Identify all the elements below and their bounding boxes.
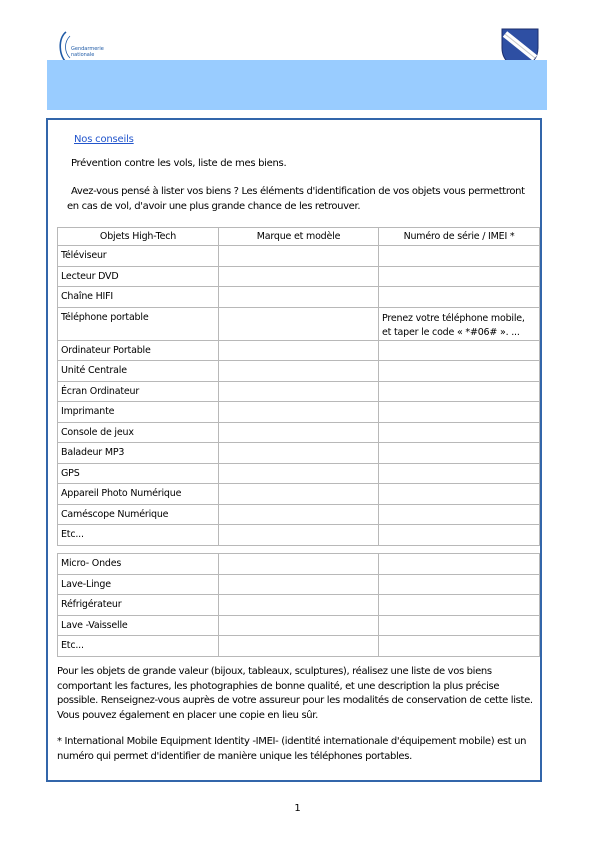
- table-row: [58, 484, 540, 505]
- brand-model-cell[interactable]: [219, 266, 379, 287]
- table-row: [58, 636, 540, 657]
- table-row: [58, 402, 540, 423]
- table-row: [58, 266, 540, 287]
- brand-model-cell[interactable]: [219, 287, 379, 308]
- header-brand-model: Marque et modèle: [219, 228, 379, 246]
- brand-model-cell[interactable]: [219, 340, 379, 361]
- item-name: Caméscope Numérique: [58, 504, 219, 525]
- item-name: Baladeur MP3: [58, 443, 219, 464]
- item-name: Etc...: [58, 636, 219, 657]
- serial-cell[interactable]: [379, 615, 540, 636]
- table-row: [58, 443, 540, 464]
- header-objects: Objets High-Tech: [58, 228, 219, 246]
- table-row: [58, 340, 540, 361]
- serial-cell[interactable]: [379, 443, 540, 464]
- serial-cell[interactable]: [379, 381, 540, 402]
- item-name: Ordinateur Portable: [58, 340, 219, 361]
- brand-model-cell[interactable]: [219, 615, 379, 636]
- intro-title: Prévention contre les vols, liste de mes biens.: [71, 158, 287, 169]
- item-name: Lecteur DVD: [58, 266, 219, 287]
- table-row: [58, 595, 540, 616]
- serial-cell[interactable]: [379, 287, 540, 308]
- brand-model-cell[interactable]: [219, 525, 379, 546]
- serial-cell[interactable]: [379, 484, 540, 505]
- item-name: Etc...: [58, 525, 219, 546]
- serial-cell[interactable]: [379, 504, 540, 525]
- brand-model-cell[interactable]: [219, 307, 379, 340]
- serial-cell[interactable]: [379, 463, 540, 484]
- table-row: [58, 615, 540, 636]
- imei-footnote: * International Mobile Equipment Identity -IMEI- (identité internationale d'équipement mobile) est un numéro qui permet d'identifier de manière unique les téléphones portables.: [57, 736, 527, 762]
- nos-conseils-link[interactable]: Nos conseils: [74, 134, 134, 145]
- serial-cell[interactable]: [379, 361, 540, 382]
- serial-cell[interactable]: [379, 636, 540, 657]
- header-serial-imei: Numéro de série / IMEI *: [379, 228, 540, 246]
- serial-cell[interactable]: [379, 422, 540, 443]
- logo-text: [71, 46, 104, 58]
- table-row: [58, 381, 540, 402]
- item-name: Imprimante: [58, 402, 219, 423]
- intro-text: Avez-vous pensé à lister vos biens ? Les éléments d'identification de vos objets vous permettront en cas de vol, d'avoir une plus grande chance de les retrouver.: [67, 186, 525, 212]
- brand-model-cell[interactable]: [219, 574, 379, 595]
- brand-model-cell[interactable]: [219, 463, 379, 484]
- header-banner: [47, 60, 547, 110]
- table-row: [58, 287, 540, 308]
- brand-model-cell[interactable]: [219, 636, 379, 657]
- brand-model-cell[interactable]: [219, 381, 379, 402]
- item-name: Téléphone portable: [58, 307, 219, 340]
- table-row: [58, 504, 540, 525]
- item-name: Console de jeux: [58, 422, 219, 443]
- brand-model-cell[interactable]: [219, 402, 379, 423]
- table-row: [58, 246, 540, 267]
- brand-model-cell[interactable]: [219, 422, 379, 443]
- table-row: [58, 574, 540, 595]
- advice-paragraph: Pour les objets de grande valeur (bijoux, tableaux, sculptures), réalisez une liste de vos biens comportant les factures, les photographies de bonne qualité, et une description la plus précise possible. Renseignez-vous auprès de votre assureur pour les modalités de conservation de cette liste. Vous pouvez également en placer une copie en lieu sûr.: [57, 666, 533, 721]
- page-number: 1: [294, 803, 301, 814]
- brand-model-cell[interactable]: [219, 246, 379, 267]
- item-name: Réfrigérateur: [58, 595, 219, 616]
- item-name: Lave -Vaisselle: [58, 615, 219, 636]
- brand-model-cell[interactable]: [219, 443, 379, 464]
- item-name: Micro- Ondes: [58, 554, 219, 575]
- serial-cell[interactable]: [379, 266, 540, 287]
- appliances-table: [57, 553, 540, 657]
- brand-model-cell[interactable]: [219, 595, 379, 616]
- serial-cell[interactable]: [379, 246, 540, 267]
- brand-model-cell[interactable]: [219, 554, 379, 575]
- table-row: [58, 463, 540, 484]
- item-name: Appareil Photo Numérique: [58, 484, 219, 505]
- logo-line-2: nationale: [71, 52, 95, 58]
- table-row: [58, 361, 540, 382]
- logo-line-1: Gendarmerie: [71, 46, 104, 52]
- item-name: Lave-Linge: [58, 574, 219, 595]
- table-row: [58, 422, 540, 443]
- item-name: Unité Centrale: [58, 361, 219, 382]
- item-name: Écran Ordinateur: [58, 381, 219, 402]
- table-row: [58, 307, 540, 340]
- item-name: Chaîne HIFI: [58, 287, 219, 308]
- item-name: Téléviseur: [58, 246, 219, 267]
- serial-cell[interactable]: [379, 402, 540, 423]
- serial-cell[interactable]: [379, 554, 540, 575]
- high-tech-table: [57, 227, 540, 546]
- table-header-row: [58, 228, 540, 246]
- serial-cell[interactable]: [379, 595, 540, 616]
- brand-model-cell[interactable]: [219, 361, 379, 382]
- serial-cell[interactable]: [379, 525, 540, 546]
- brand-model-cell[interactable]: [219, 484, 379, 505]
- brand-model-cell[interactable]: [219, 504, 379, 525]
- table-row: [58, 554, 540, 575]
- item-name: GPS: [58, 463, 219, 484]
- serial-cell[interactable]: [379, 574, 540, 595]
- table-row: [58, 525, 540, 546]
- phone-imei-note: Prenez votre téléphone mobile, et taper le code « *#06# ». ...: [379, 307, 540, 340]
- serial-cell[interactable]: [379, 340, 540, 361]
